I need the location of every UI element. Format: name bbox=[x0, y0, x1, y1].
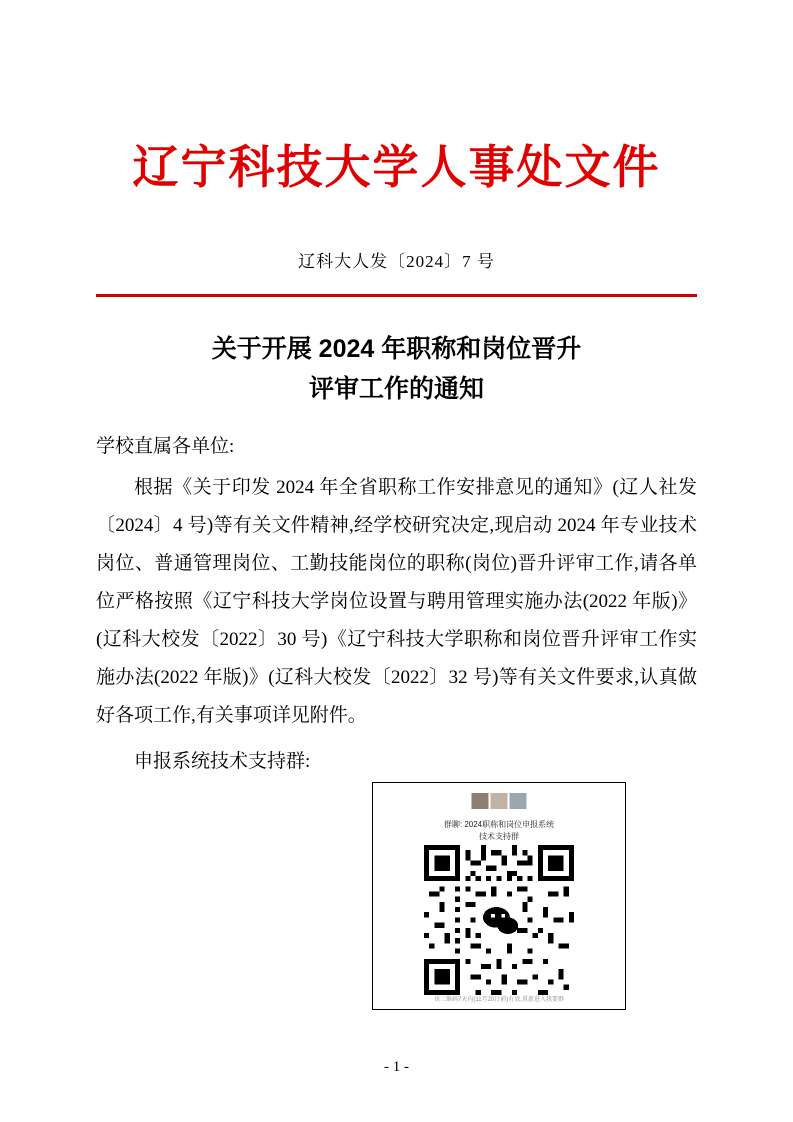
qr-code-card bbox=[372, 782, 626, 1010]
page-number: - 1 - bbox=[384, 1059, 409, 1075]
salutation: 学校直属各单位: bbox=[96, 436, 235, 458]
avatar bbox=[472, 793, 489, 809]
body-paragraph: 根据《关于印发 2024 年全省职称工作安排意见的通知》(辽人社发〔2024〕4 号)等有关文件精神,经学校研究决定,现启动 2024 年专业技术岗位、普通管理岗位、工勤技能岗位的职称(岗位)晋升评审工作,请各单位严格按照《辽宁科技大学岗位设置与聘用管理实施办法(2022 年版)》(辽科大校发〔2022〕30 号)《辽宁科技大学职称和岗位晋升评审工作实施办法(2022 年版)》(辽科大校发〔2022〕32 号)等有关文件要求,认真做好各项工作,有关事项详见附件。 bbox=[96, 477, 697, 727]
subject-line-2: 评审工作的通知 bbox=[308, 375, 484, 404]
avatar bbox=[510, 793, 527, 809]
red-divider-rule bbox=[96, 294, 697, 297]
support-group-label: 申报系统技术支持群: bbox=[134, 751, 311, 773]
subject-line-1: 关于开展 2024 年职称和岗位晋升 bbox=[211, 335, 582, 364]
document-subject bbox=[96, 329, 697, 409]
avatar bbox=[491, 793, 508, 809]
document-number: 辽科大人发〔2024〕7 号 bbox=[298, 252, 495, 272]
qr-code-icon bbox=[424, 845, 574, 995]
qr-caption bbox=[373, 819, 625, 843]
qr-caption-line-2: 技术支持群 bbox=[479, 831, 519, 841]
group-avatars bbox=[472, 793, 527, 809]
qr-caption-line-1: 群聊: 2024职称和岗位申报系统 bbox=[443, 819, 555, 829]
document-header-title: 辽宁科技大学人事处文件 bbox=[132, 141, 661, 193]
qr-expiry-note: 该二维码7天内(11月20日前)有效,重新进入我要群 bbox=[434, 996, 564, 1003]
